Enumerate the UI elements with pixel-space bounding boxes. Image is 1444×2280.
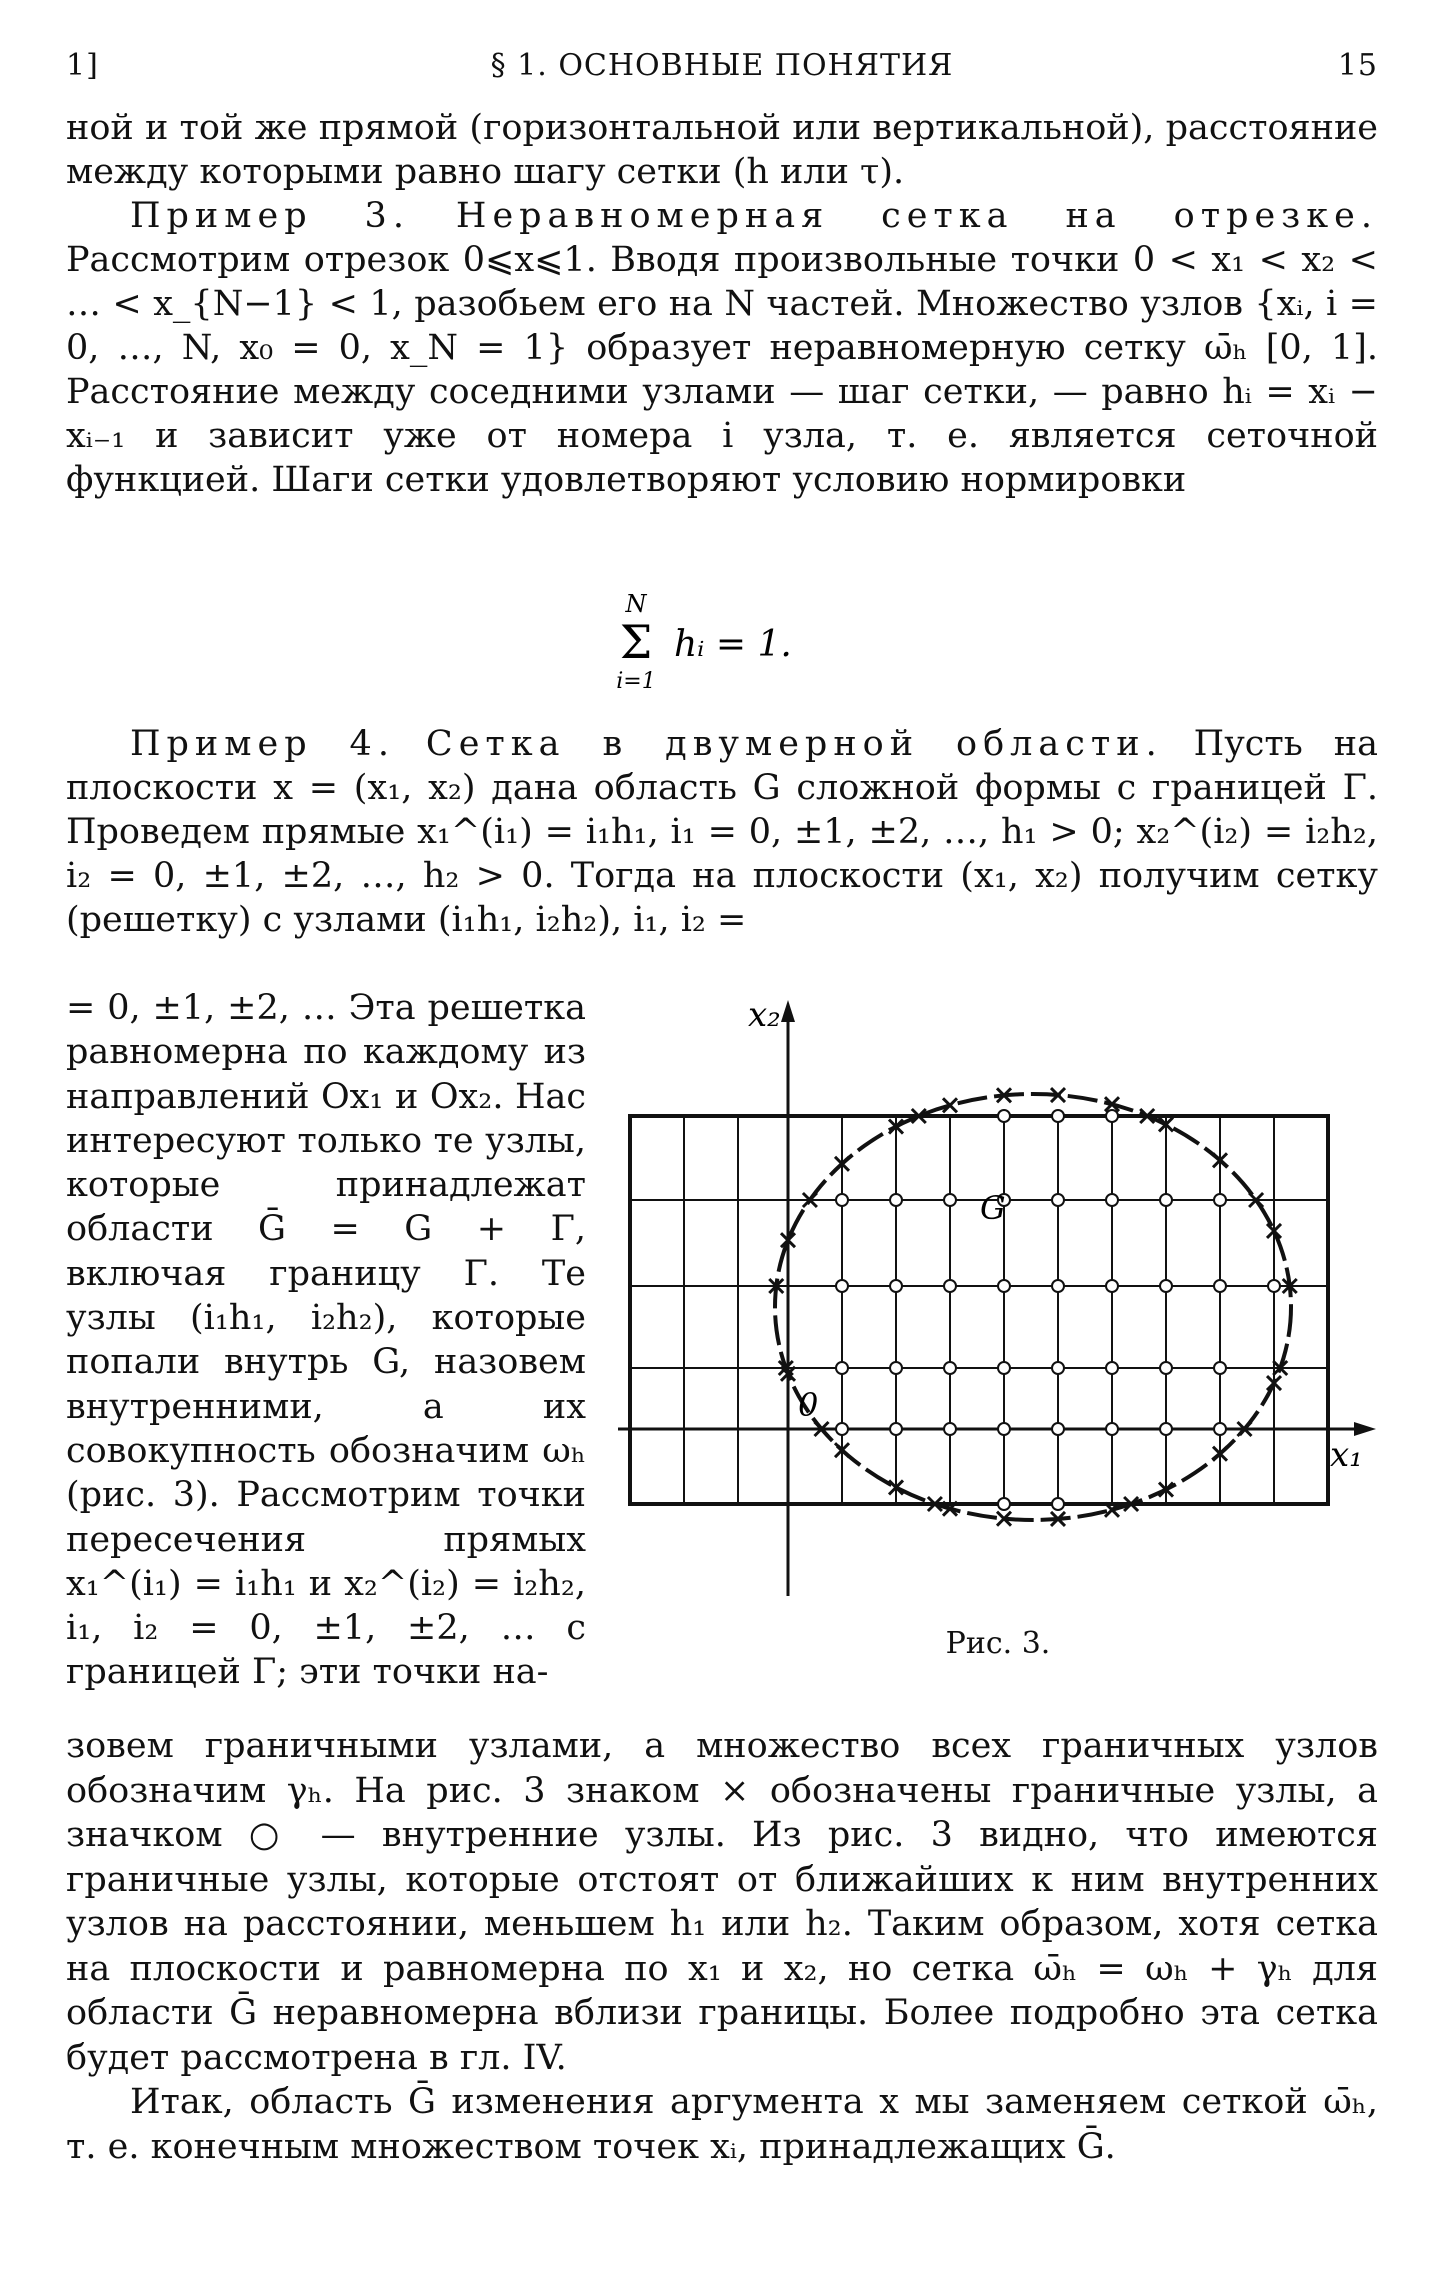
interior-node bbox=[1052, 1423, 1064, 1435]
axis-label-x2: x₂ bbox=[748, 996, 781, 1035]
wrapped-text-column bbox=[66, 986, 586, 1695]
y-axis-arrow bbox=[781, 1000, 795, 1022]
interior-node bbox=[998, 1498, 1010, 1510]
example-4-title: Сетка в двумерной области. bbox=[425, 724, 1163, 764]
page-number: 15 bbox=[1337, 48, 1378, 83]
grid-frame bbox=[630, 1116, 1328, 1504]
running-header bbox=[66, 48, 1378, 88]
interior-node bbox=[1214, 1423, 1226, 1435]
example-3-title: Неравномерная сетка на отрезке. bbox=[455, 196, 1378, 236]
interior-node bbox=[1052, 1362, 1064, 1374]
example-4-label: Пример 4. bbox=[130, 724, 395, 764]
interior-node bbox=[1160, 1423, 1172, 1435]
interior-node bbox=[890, 1194, 902, 1206]
interior-node bbox=[944, 1423, 956, 1435]
interior-node bbox=[1106, 1110, 1118, 1122]
interior-node bbox=[1214, 1194, 1226, 1206]
text-block-bottom bbox=[66, 1724, 1378, 2169]
interior-node bbox=[890, 1280, 902, 1292]
interior-node bbox=[1052, 1498, 1064, 1510]
x-axis-arrow bbox=[1354, 1422, 1376, 1436]
interior-node bbox=[1160, 1362, 1172, 1374]
interior-node bbox=[1052, 1194, 1064, 1206]
paragraph-continuation: ной и той же прямой (горизонтальной или вертикальной), расстояние между которыми равно шагу сетки (h или τ). bbox=[66, 108, 1378, 192]
interior-node bbox=[998, 1362, 1010, 1374]
axis-label-x1: x₁ bbox=[1330, 1435, 1363, 1475]
example-3-paragraph bbox=[66, 194, 1378, 502]
interior-node bbox=[836, 1194, 848, 1206]
boundary-gamma bbox=[775, 1094, 1291, 1520]
grid-nodes bbox=[769, 1088, 1296, 1526]
section-title: § 1. ОСНОВНЫЕ ПОНЯТИЯ bbox=[490, 48, 954, 83]
interior-node bbox=[1106, 1280, 1118, 1292]
interior-node bbox=[1052, 1110, 1064, 1122]
interior-node bbox=[836, 1280, 848, 1292]
sum-upper-limit: N bbox=[625, 590, 647, 618]
text-block-example-4 bbox=[66, 722, 1378, 942]
interior-node bbox=[890, 1423, 902, 1435]
wrapped-paragraph: = 0, ±1, ±2, … Эта решетка равномерна по каждому из направлений Ox₁ и Ox₂. Нас интересуют только те узлы, которые принадлежат области Ḡ = G + Γ, включая границу Γ. Те узлы (i₁h₁, i₂h₂), которые попали внутрь G, назовем внутренними, а их совокупность обозначим ωₕ (рис. 3). Рассмотрим точки пересечения прямых x₁^(i₁) = i₁h₁ и x₂^(i₂) = i₂h₂, i₁, i₂ = 0, ±1, ±2, … с границей Γ; эти точки на- bbox=[66, 988, 586, 1693]
interior-node bbox=[1106, 1194, 1118, 1206]
sum-sign: Σ bbox=[619, 615, 653, 669]
region-label-g: G bbox=[980, 1189, 1006, 1227]
interior-node bbox=[836, 1362, 848, 1374]
interior-node bbox=[1214, 1362, 1226, 1374]
formula-expression: hᵢ = 1. bbox=[674, 624, 792, 665]
grid-lines bbox=[630, 1116, 1328, 1504]
grid-figure bbox=[618, 996, 1378, 1606]
interior-node bbox=[1214, 1280, 1226, 1292]
closing-paragraph: Итак, область Ḡ изменения аргумента x мы заменяем сеткой ω̄ₕ, т. е. конечным множеством точек xᵢ, принадлежащих Ḡ. bbox=[66, 2082, 1378, 2167]
interior-node bbox=[1160, 1194, 1172, 1206]
interior-node bbox=[1268, 1280, 1280, 1292]
interior-node bbox=[998, 1280, 1010, 1292]
sum-lower-limit: i=1 bbox=[616, 669, 656, 694]
figure-caption: Рис. 3. bbox=[945, 1626, 1051, 1661]
text-block-top bbox=[66, 106, 1378, 502]
figure-3 bbox=[618, 996, 1378, 1661]
example-3-label: Пример 3. bbox=[130, 196, 410, 236]
boundary-nodes-paragraph: зовем граничными узлами, а множество всех граничных узлов обозначим γₕ. На рис. 3 знаком × обозначены граничные узлы, а значком ○ — внутренние узлы. Из рис. 3 видно, что имеются граничные узлы, которые отстоят от ближайших к ним внутренних узлов на расстоянии, меньшем h₁ или h₂. Таким образом, хотя сетка на плоскости и равномерна по x₁ и x₂, но сетка ω̄ₕ = ωₕ + γₕ для области Ḡ неравномерна вблизи границы. Более подробно эта сетка будет рассмотрена в гл. IV. bbox=[66, 1726, 1378, 2078]
interior-node bbox=[836, 1423, 848, 1435]
example-4-paragraph bbox=[66, 722, 1378, 942]
interior-node bbox=[1052, 1280, 1064, 1292]
interior-node bbox=[998, 1110, 1010, 1122]
interior-node bbox=[944, 1362, 956, 1374]
interior-node bbox=[1106, 1362, 1118, 1374]
example-3-body: Рассмотрим отрезок 0⩽x⩽1. Вводя произвольные точки 0 < x₁ < x₂ < … < x_{N−1} < 1, разобьем его на N частей. Множество узлов {xᵢ, i = 0, …, N, x₀ = 0, x_N = 1} образует неравномерную сетку ω̄ₕ [0, 1]. Расстояние между соседними узлами — шаг сетки, — равно hᵢ = xᵢ − xᵢ₋₁ и зависит уже от номера i узла, т. е. является сеточной функцией. Шаги сетки удовлетворяют условию нормировки bbox=[66, 240, 1378, 500]
interior-node bbox=[1106, 1423, 1118, 1435]
interior-node bbox=[944, 1280, 956, 1292]
normalization-formula bbox=[600, 590, 860, 700]
interior-node bbox=[890, 1362, 902, 1374]
interior-node bbox=[998, 1423, 1010, 1435]
example-4-body: Пусть на плоскости x = (x₁, x₂) дана область G сложной формы с границей Γ. Проведем прямые x₁^(i₁) = i₁h₁, i₁ = 0, ±1, ±2, …, h₁ > 0; x₂^(i₂) = i₂h₂, i₂ = 0, ±1, ±2, …, h₂ > 0. Тогда на плоскости (x₁, x₂) получим сетку (решетку) с узлами (i₁h₁, i₂h₂), i₁, i₂ = bbox=[66, 724, 1378, 940]
chapter-number: 1] bbox=[66, 48, 99, 83]
origin-label: 0 bbox=[798, 1386, 819, 1424]
interior-node bbox=[1160, 1280, 1172, 1292]
interior-node bbox=[944, 1194, 956, 1206]
